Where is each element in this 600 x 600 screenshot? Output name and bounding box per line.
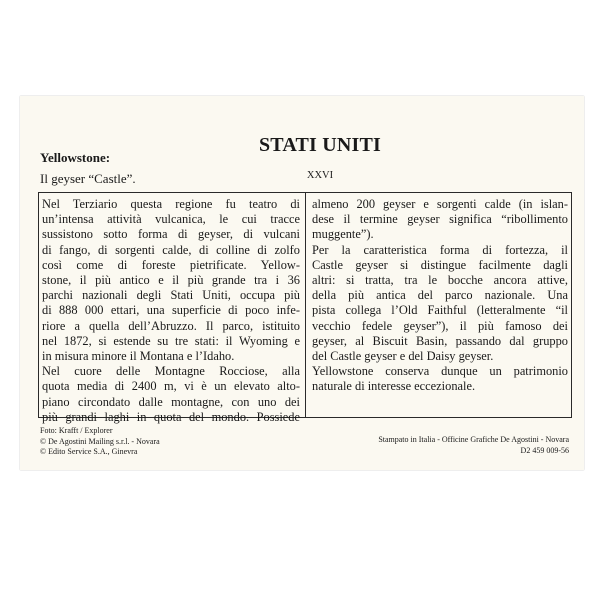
column-divider <box>305 193 306 417</box>
photo-credit: Foto: Krafft / Explorer <box>40 426 113 435</box>
text-line: così come di foreste pietrificate. Yellow- <box>42 257 300 272</box>
page-title: STATI UNITI <box>258 134 382 156</box>
text-line: altri: si tratta, tra le bocche ancora attive, <box>312 273 568 288</box>
text-line: dese il termine geyser significa “ribollimento <box>312 212 568 227</box>
card-number: XXVI <box>306 170 334 181</box>
text-line: Nel Terziario questa regione fu teatro di <box>42 197 300 211</box>
text-line: Castle geyser si distingue facilmente dagli <box>312 257 568 272</box>
text-line: quota media di 2400 m, vi è un elevato alto- <box>42 379 300 394</box>
text-frame <box>38 192 572 424</box>
copyright-line: © De Agostini Mailing s.r.l. - Novara <box>40 436 160 446</box>
photo-caption: Il geyser “Castle”. <box>40 171 136 186</box>
text-line: almeno 200 geyser e sorgenti calde (in islan- <box>312 197 568 211</box>
postcard-back <box>20 96 584 470</box>
credits-right <box>320 435 569 456</box>
text-line: geyser, al Biscuit Basin, passando dal gruppo <box>312 333 568 348</box>
text-line: Nel cuore delle Montagne Rocciose, alla <box>42 364 300 379</box>
copyright-line: © Edito Service S.A., Ginevra <box>40 447 138 456</box>
text-line: vecchio fedele geyser”), il più famoso dei <box>312 318 568 333</box>
text-line: in misura minore il Montana e l’Idaho. <box>42 349 235 364</box>
subject-heading: Yellowstone: <box>40 150 111 165</box>
text-column-right <box>312 197 568 395</box>
text-line: muggente”). <box>312 227 374 242</box>
text-line: nel 1872, si estende su tre stati: il Wyoming e <box>42 333 300 348</box>
text-line: di fango, di sorgenti calde, di colline di zolfo <box>42 242 300 257</box>
text-line: di 888 000 ettari, una superficie di poco infe- <box>42 303 300 318</box>
text-line: della più antica del parco nazionale. Una <box>312 288 568 303</box>
text-line: un’intensa attività vulcanica, le cui tracce <box>42 212 300 227</box>
text-line: Yellowstone conserva dunque un patrimonio <box>312 364 568 379</box>
text-line: riore a quella dell’Abruzzo. Il parco, istituito <box>42 318 300 333</box>
text-line: pista collega l’Old Faithful (letteralmente “il <box>312 303 568 318</box>
credits-left <box>40 426 160 458</box>
text-line: del Castle geyser e del Daisy geyser. <box>312 349 494 364</box>
text-line: parchi nazionali degli Stati Uniti, occupa più <box>42 288 300 303</box>
text-line: Per la caratteristica forma di fortezza, il <box>312 242 568 257</box>
catalog-code: D2 459 009-56 <box>520 445 569 455</box>
text-line: piano circondato dalle montagne, con uno dei <box>42 394 300 409</box>
printer-line: Stampato in Italia - Officine Grafiche De Agostini - Novara <box>378 435 569 444</box>
text-line: sussistono sotto forma di geyser, di vulcani <box>42 227 300 242</box>
text-line: stone, il più antico e il più grande tra i 36 <box>42 273 300 288</box>
text-line: più grandi laghi in quota del mondo. Possiede <box>42 409 300 424</box>
text-line: naturale di interesse eccezionale. <box>312 379 476 394</box>
text-column-left <box>42 197 300 425</box>
